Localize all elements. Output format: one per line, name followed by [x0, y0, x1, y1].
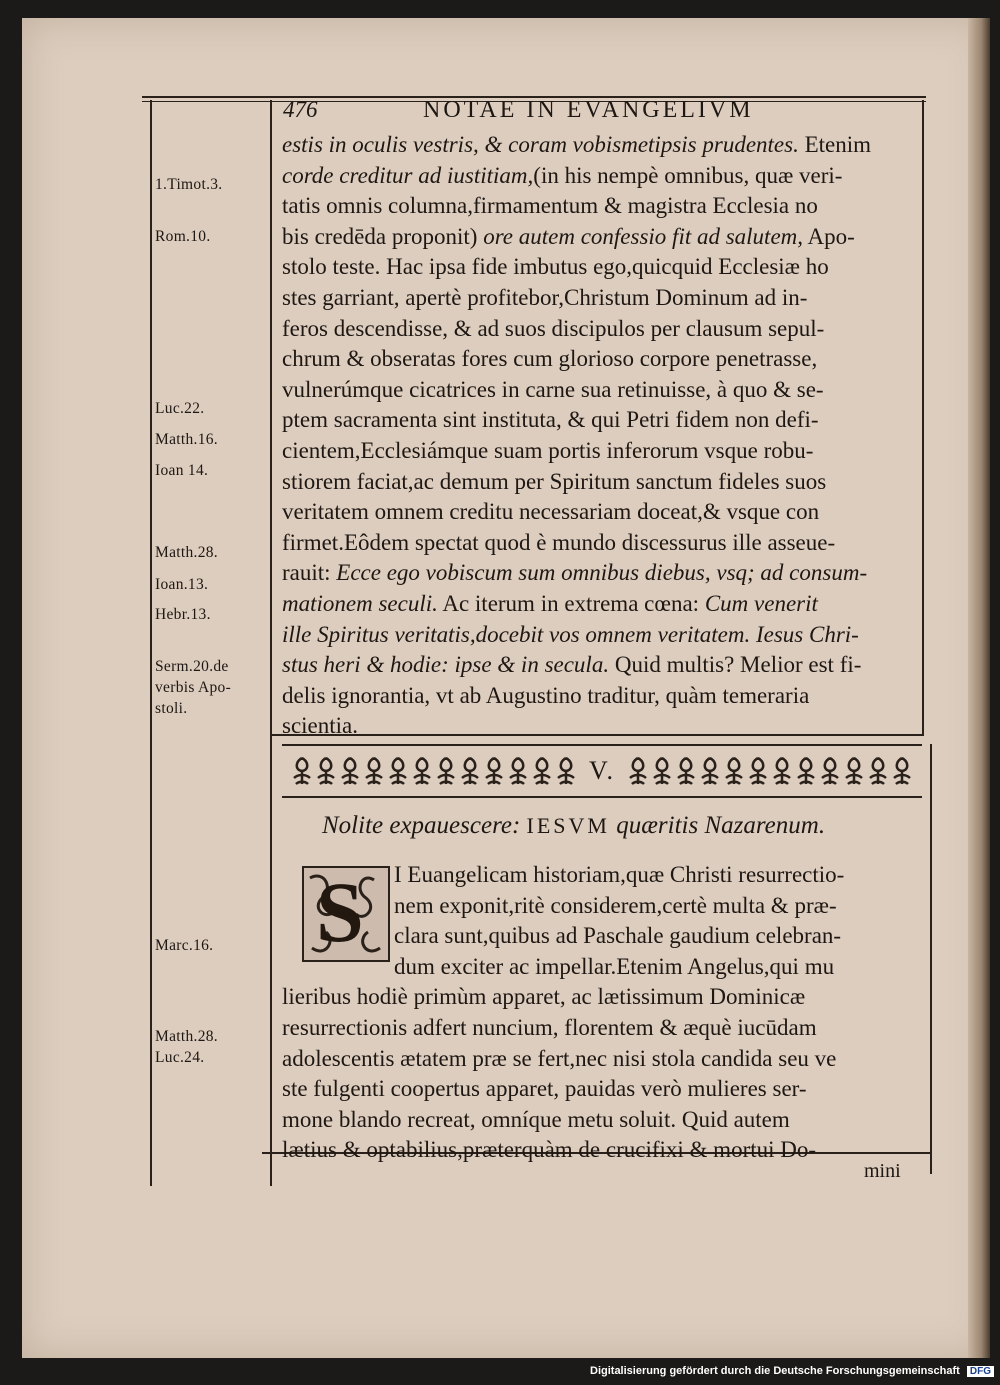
text-line: I Euangelicam historiam,quæ Christi resurrectio- — [394, 862, 845, 887]
page-number: 476 — [283, 97, 318, 122]
fleuron-icon — [555, 756, 577, 786]
text-line: lieribus hodiè primùm apparet, ac lætissimum Dominicæ — [282, 984, 806, 1010]
text-line: estis in oculis vestris, & coram vobismetipsis prudentes. Etenim — [282, 132, 872, 157]
ornament-band — [282, 744, 922, 798]
fleuron-icon — [531, 756, 553, 786]
text-line: mone blando recreat, omníque metu soluit. Quid autem — [282, 1106, 790, 1132]
text-line: chrum & obseratas fores cum glorioso corpore penetrasse, — [282, 346, 818, 372]
fleuron-icon — [651, 756, 673, 786]
fleuron-icon — [459, 756, 481, 786]
fleuron-icon — [699, 756, 721, 786]
fleuron-row-right — [627, 756, 913, 786]
fleuron-icon — [867, 756, 889, 786]
fleuron-icon — [483, 756, 505, 786]
text-line: lætius & optabilius,præterquàm de crucifixi & mortui Do- — [282, 1137, 817, 1163]
margin-note: Luc.24. — [155, 1049, 205, 1066]
fleuron-icon — [387, 756, 409, 786]
fleuron-icon — [747, 756, 769, 786]
fleuron-icon — [363, 756, 385, 786]
margin-note: Marc.16. — [155, 937, 214, 954]
column-rule-right-upper — [922, 100, 924, 734]
upper-text-block — [282, 130, 922, 742]
section-heading: Nolite expauescere: IESVM quæritis Nazarenum. — [322, 812, 826, 839]
fleuron-icon — [891, 756, 913, 786]
text-line: clara sunt,quibus ad Paschale gaudium celebran- — [394, 923, 842, 949]
column-rule-right-lower — [930, 744, 932, 1174]
text-line: rauit: Ecce ego vobiscum sum omnibus diebus, vsq; ad consum- — [282, 560, 868, 586]
fleuron-icon — [411, 756, 433, 786]
fleuron-icon — [627, 756, 649, 786]
footer-text: Digitalisierung gefördert durch die Deutsche Forschungsgemeinschaft — [590, 1365, 960, 1377]
text-line: stolo teste. Hac ipsa fide imbutus ego,quicquid Ecclesiæ ho — [282, 254, 829, 280]
fleuron-icon — [507, 756, 529, 786]
margin-note: Matth.28. — [155, 1028, 218, 1045]
margin-note: Matth.16. — [155, 431, 218, 448]
text-line: bis credēda proponit) ore autem confessio fit ad salutem, Apo- — [282, 223, 855, 249]
text-line: mationem seculi. Ac iterum in extrema cœna: Cum venerit — [282, 590, 818, 616]
fleuron-icon — [843, 756, 865, 786]
page-edge — [968, 18, 990, 1358]
margin-note: verbis Apo- — [155, 679, 232, 696]
text-line: dum exciter ac impellar.Etenim Angelus,qui mu — [394, 953, 835, 979]
text-line: stus heri & hodie: ipse & in secula. Quid multis? Melior est fi- — [282, 652, 862, 678]
margin-note: Ioan 14. — [155, 462, 209, 479]
margin-note: Hebr.13. — [155, 606, 211, 623]
margin-note: Ioan.13. — [155, 576, 209, 593]
text-line: resurrectionis adfert nuncium, florentem & æquè iucūdam — [282, 1014, 817, 1040]
fleuron-icon — [291, 756, 313, 786]
text-line: scientia. — [282, 713, 358, 739]
text-line: veritatem omnem creditu necessariam doceat,& vsque con — [282, 499, 820, 525]
initial-letter: S — [316, 864, 364, 960]
margin-note: Rom.10. — [155, 228, 211, 245]
dfg-logo: DFG — [967, 1366, 994, 1377]
margin-note: stoli. — [155, 700, 188, 717]
margin-note: Matth.28. — [155, 544, 218, 561]
margin-rule-left — [150, 100, 152, 1186]
text-line: ste fulgenti coopertus apparet, pauidas verò mulieres ser- — [282, 1076, 807, 1102]
running-title: NOTAE IN EVANGELIVM — [423, 97, 754, 123]
text-line: stes garriant, apertè profitebor,Christum Dominum ad in- — [282, 284, 808, 310]
fleuron-icon — [339, 756, 361, 786]
fleuron-icon — [819, 756, 841, 786]
text-line: firmet.Eôdem spectat quod è mundo discessurus ille asseue- — [282, 529, 836, 555]
section-number: V. — [589, 756, 615, 785]
fleuron-icon — [771, 756, 793, 786]
catchword: mini — [864, 1160, 901, 1182]
fleuron-icon — [315, 756, 337, 786]
fleuron-icon — [723, 756, 745, 786]
margin-note: Serm.20.de — [155, 658, 229, 675]
text-line: vulnerúmque cicatrices in carne sua retinuisse, à quo & se- — [282, 376, 824, 402]
fleuron-icon — [675, 756, 697, 786]
text-line: ille Spiritus veritatis,docebit vos omnem veritatem. Iesus Chri- — [282, 621, 859, 647]
fleuron-icon — [435, 756, 457, 786]
text-line: corde creditur ad iustitiam,(in his nempè omnibus, quæ veri- — [282, 162, 843, 188]
text-line: tatis omnis columna,firmamentum & magistra Ecclesia no — [282, 193, 818, 219]
margin-note: Luc.22. — [155, 400, 205, 417]
text-line: feros descendisse, & ad suos discipulos per clausum sepul- — [282, 315, 825, 341]
text-line: ptem sacramenta sint instituta, & qui Petri fidem non defi- — [282, 407, 819, 433]
fleuron-icon — [795, 756, 817, 786]
text-line: nem exponit,ritè considerem,certè multa & præ- — [394, 892, 837, 918]
text-line: delis ignorantia, vt ab Augustino traditur, quàm temeraria — [282, 682, 810, 708]
text-line: cientem,Ecclesiámque suam portis inferorum vsque robu- — [282, 437, 814, 463]
text-line: stiorem faciat,ac demum per Spiritum sanctum fideles suos — [282, 468, 827, 494]
fleuron-row-left — [291, 756, 577, 786]
lower-text-block — [282, 860, 922, 1166]
footer-credit — [590, 1365, 994, 1377]
column-rule — [270, 100, 272, 1186]
text-line: adolescentis ætatem præ se fert,nec nisi stola candida seu ve — [282, 1045, 837, 1071]
margin-note: 1.Timot.3. — [155, 176, 223, 193]
